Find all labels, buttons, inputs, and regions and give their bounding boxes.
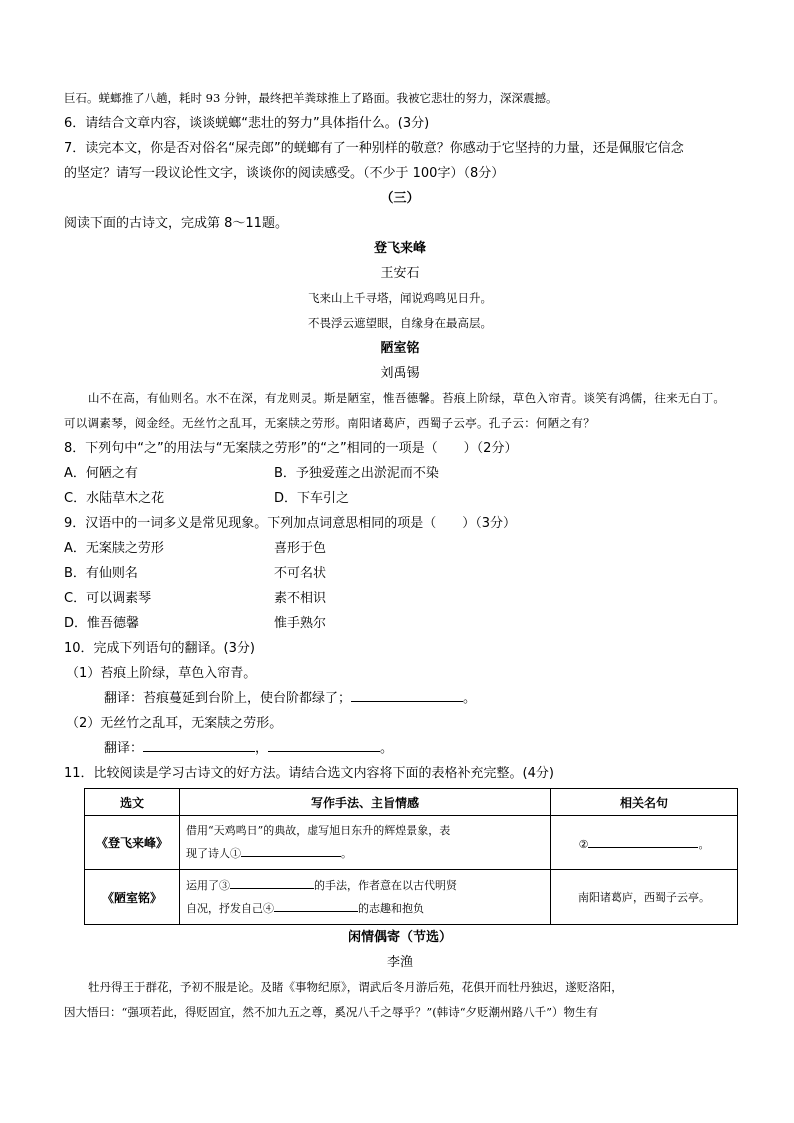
question-9-row bbox=[64, 586, 736, 611]
question-9-option-left: A．无案牍之劳形 bbox=[64, 541, 164, 556]
essay-title: 陋室铭 bbox=[380, 341, 420, 356]
row2-text-b2: 的志趣和抱负 bbox=[358, 902, 424, 915]
section-intro: 阅读下面的古诗文，完成第 8～11题。 bbox=[64, 216, 288, 231]
period: 。 bbox=[463, 691, 477, 706]
row1-text-b: 现了诗人① bbox=[186, 847, 241, 860]
question-9-option-right: 惟手熟尔 bbox=[274, 616, 327, 631]
poem-title: 登飞来峰 bbox=[373, 241, 426, 256]
answer-blank-2[interactable] bbox=[588, 833, 698, 848]
period: 。 bbox=[341, 847, 352, 860]
table-header-quote: 相关名句 bbox=[551, 789, 738, 816]
answer-blank[interactable] bbox=[351, 687, 463, 702]
circle-2-mark: ② bbox=[578, 838, 589, 851]
question-10-stem: 10．完成下列语句的翻译。(3分) bbox=[64, 641, 255, 656]
essay bbox=[64, 336, 736, 436]
poem bbox=[64, 236, 736, 336]
question-8-option-a: A．何陋之有 bbox=[64, 466, 138, 481]
question-8-option-d: D．下车引之 bbox=[274, 491, 350, 506]
table-cell-technique bbox=[180, 870, 551, 925]
question-9-option-left: C．可以调素琴 bbox=[64, 591, 152, 606]
question-8-option-c: C．水陆草木之花 bbox=[64, 491, 165, 506]
question-10 bbox=[64, 636, 736, 761]
question-9-row bbox=[64, 536, 736, 561]
question-6: 6．请结合文章内容，谈谈蜣螂“悲壮的努力”具体指什么。(3分) bbox=[64, 116, 430, 131]
answer-blank[interactable] bbox=[268, 737, 380, 752]
answer-blank-1[interactable] bbox=[241, 842, 341, 857]
excerpt-line-2: 因大悟曰：“强项若此，得贬固宜，然不加九五之尊，奚况八千之辱乎？”(韩诗“夕贬潮州路八千”）物生有 bbox=[64, 1005, 598, 1019]
table-cell-quote bbox=[551, 816, 738, 870]
question-10-translation-2 bbox=[64, 736, 736, 761]
excerpt bbox=[64, 925, 736, 1025]
row2-text-a1: 运用了③ bbox=[186, 879, 230, 892]
table-cell-technique bbox=[180, 816, 551, 870]
passage-last-line: 巨石。蜣螂推了八趟，耗时 93 分钟，最终把羊粪球推上了路面。我被它悲壮的努力，深深震撼。 bbox=[64, 91, 558, 105]
question-7-line-1: 7．读完本文，你是否对俗名“屎壳郎”的蜣螂有了一种别样的敬意？你感动于它坚持的力量，还是佩服它信念 bbox=[64, 141, 684, 156]
period: 。 bbox=[698, 838, 710, 851]
question-9-option-left: D．惟吾德馨 bbox=[64, 616, 140, 631]
question-9-stem: 9．汉语中的一词多义是常见现象。下列加点词意思相同的项是（ ）（3分） bbox=[64, 516, 517, 531]
section-title: （三） bbox=[380, 191, 420, 206]
answer-blank[interactable] bbox=[143, 737, 255, 752]
excerpt-author: 李渔 bbox=[386, 955, 413, 970]
table-header-text: 选文 bbox=[85, 789, 180, 816]
period: 。 bbox=[380, 741, 394, 756]
table-cell-name: 《登飞来峰》 bbox=[85, 816, 180, 870]
question-9-option-right: 不可名状 bbox=[274, 566, 327, 581]
table-row bbox=[85, 816, 738, 870]
question-8-option-b: B．予独爱莲之出淤泥而不染 bbox=[274, 466, 439, 481]
excerpt-line-1: 牡丹得王于群花，予初不服是论。及睹《事物纪原》，谓武后冬月游后苑，花俱开而牡丹独迟，遂贬洛阳， bbox=[88, 980, 623, 994]
question-9-row bbox=[64, 561, 736, 586]
question-9-row bbox=[64, 611, 736, 636]
translation-1-text: 翻译：苔痕蔓延到台阶上，使台阶都绿了； bbox=[104, 691, 352, 706]
essay-author: 刘禹锡 bbox=[380, 366, 420, 381]
question-8-stem: 8．下列句中“之”的用法与“无案牍之劳形”的“之”相同的一项是（ ）（2分） bbox=[64, 441, 518, 456]
question-9 bbox=[64, 511, 736, 636]
poem-line-1: 飞来山上千寻塔，闻说鸡鸣见日升。 bbox=[308, 291, 492, 305]
comma: ， bbox=[255, 741, 269, 756]
table-header-technique: 写作手法、主旨情感 bbox=[180, 789, 551, 816]
question-7-line-2: 的坚定？请写一段议论性文字，谈谈你的阅读感受。（不少于 100字）（8分） bbox=[64, 166, 505, 181]
question-8 bbox=[64, 436, 736, 511]
question-9-option-left: B．有仙则名 bbox=[64, 566, 138, 581]
exam-page bbox=[64, 86, 736, 1025]
poem-line-2: 不畏浮云遮望眼，自缘身在最高层。 bbox=[308, 316, 492, 330]
table-cell-name: 《陋室铭》 bbox=[85, 870, 180, 925]
poem-author: 王安石 bbox=[380, 266, 420, 281]
table-row bbox=[85, 870, 738, 925]
question-9-option-right: 喜形于色 bbox=[274, 541, 327, 556]
row2-text-b1: 自况，抒发自己④ bbox=[186, 902, 274, 915]
excerpt-title: 闲情偶寄（节选） bbox=[347, 930, 452, 945]
table-cell-quote: 南阳诸葛庐，西蜀子云亭。 bbox=[551, 870, 738, 925]
comparison-table bbox=[84, 788, 738, 925]
row2-text-a2: 的手法，作者意在以古代明贤 bbox=[314, 879, 457, 892]
answer-blank-4[interactable] bbox=[274, 897, 358, 912]
question-10-translation-1 bbox=[64, 686, 736, 711]
translation-2-label: 翻译： bbox=[104, 741, 144, 756]
row1-text-a: 借用“天鸡鸣日”的典故，虚写旭日东升的辉煌景象，表 bbox=[186, 824, 451, 837]
question-10-sentence-2: （2）无丝竹之乱耳，无案牍之劳形。 bbox=[66, 716, 283, 731]
question-11-stem: 11．比较阅读是学习古诗文的好方法。请结合选文内容将下面的表格补充完整。(4分) bbox=[64, 766, 554, 781]
question-11 bbox=[64, 761, 736, 925]
question-10-sentence-1: （1）苔痕上阶绿，草色入帘青。 bbox=[66, 666, 257, 681]
question-9-option-right: 素不相识 bbox=[274, 591, 327, 606]
essay-text: 山不在高，有仙则名。水不在深，有龙则灵。斯是陋室，惟吾德馨。苔痕上阶绿，草色入帘青。谈笑有鸿儒，往来无白丁。可以调素琴，阅金经。无丝竹之乱耳，无案牍之劳形。南阳诸葛庐，西蜀子云亭。孔子云：何陋之有？ bbox=[64, 391, 726, 430]
answer-blank-3[interactable] bbox=[230, 874, 314, 889]
